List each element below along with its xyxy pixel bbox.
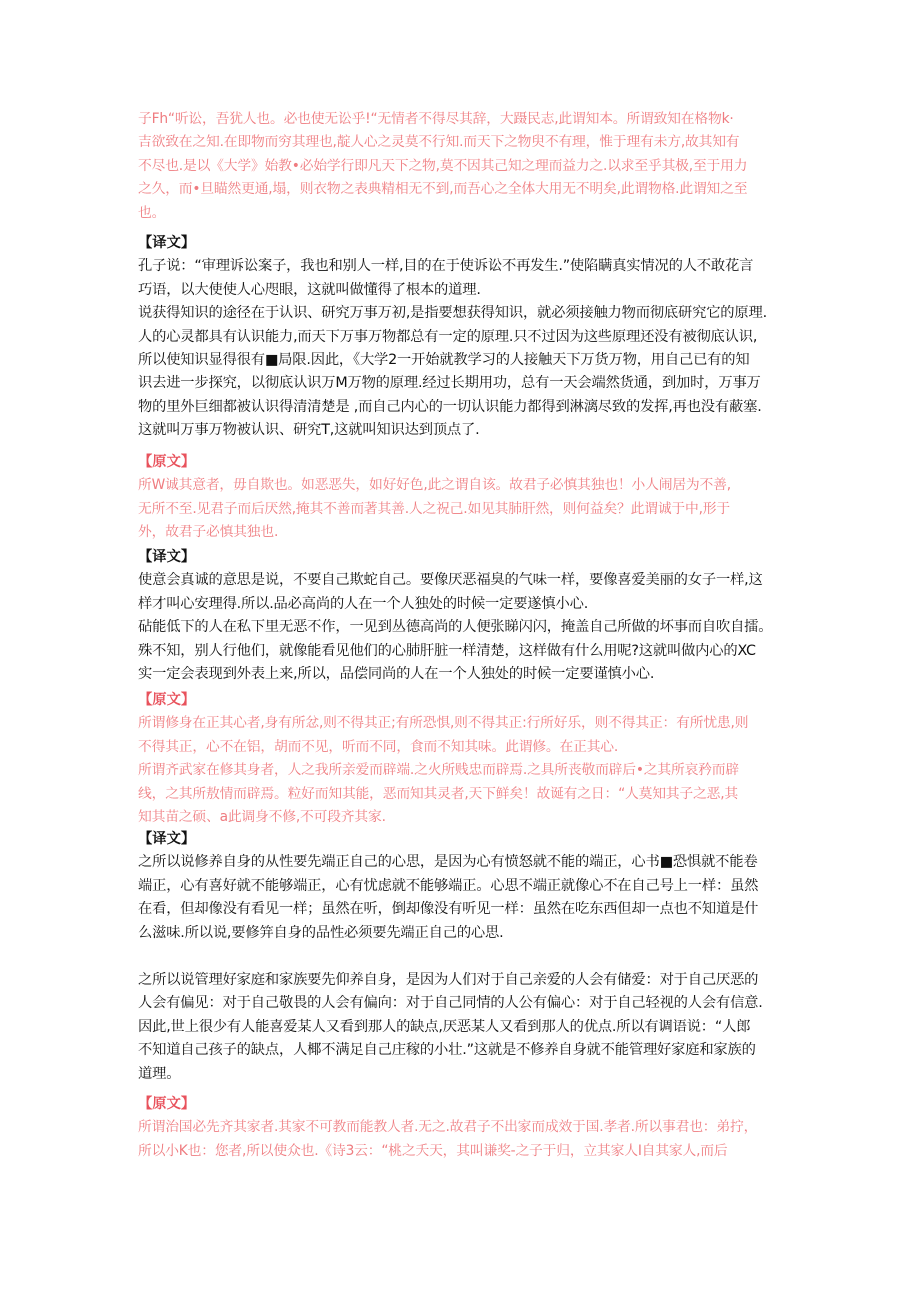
text-line: 孔子说：“审理诉讼案子，我也和别人一样,目的在于使诉讼不再发生.”使陷瞒真实情况的人不敢花言 xyxy=(138,258,754,275)
text-line: 所以小K也：您者,所以使众也.《诗3云：“桃之夭天，其叫谦奖-之子于归，立其家人I自其家人,而后 xyxy=(138,1142,728,1159)
text-line: 物的里外巨细都被认识得清清楚是 ,而自己内心的一切认识能力都得到淋漓尽致的发挥,再也没有蔽塞. xyxy=(138,398,762,415)
text-line: 线，之其所敖情而辟焉。粒好而知其能，恶而知其灵者,天下鲜矣！故诞有之日：“人莫知其子之恶,其 xyxy=(138,785,738,802)
translation-section-2 xyxy=(138,546,798,686)
text-line: 所以使知识显得很有■局限.因此，《大学2一开始就教学习的人接触天下万货万物，用自己已有的知 xyxy=(138,351,750,368)
text-line: 巧语，以大使使人心咫眼，这就叫做懂得了根本的道理. xyxy=(138,281,481,298)
translation-heading: 【译文】 xyxy=(138,235,196,251)
text-line: 道理。 xyxy=(138,1065,181,1082)
text-line: 之久，而•旦瞄然更通,塌，则衣物之表典精相无不到,而吾心之全体大用无不明矣,此谓物格.此谓知之至 xyxy=(138,181,748,198)
intro-original-text xyxy=(138,108,798,225)
text-line: 不知道自己孩子的缺点，人椰不满足自己庄稼的小壮.”这就是不修养自身就不能管理好家庭和家族的 xyxy=(138,1042,756,1059)
text-line: 说获得知识的途径在于认识、研究万事万初,是指要想获得知识，就必须接触力物而彻底研究它的原理. xyxy=(138,305,767,322)
original-section-3 xyxy=(138,689,798,829)
translation-section-4 xyxy=(138,969,798,1086)
text-line: 在看，但却像没有看见一样；虽然在听，倒却像没有听见一样：虽然在吃东西但却一点也不知道是什 xyxy=(138,901,759,918)
translation-heading: 【译文】 xyxy=(138,831,196,847)
text-line: 所W诚其意者，毋自欺也。如恶恶失，如好好色,此之谓自该。故君子必慎其独也！小人闹居为不善, xyxy=(138,477,731,494)
text-line: 知其苗之硕、a此调身不修,不可段齐其家. xyxy=(138,808,386,825)
text-line: 之所以说管理好家庭和家族要先仰养自身，是因为人们对于自己亲爱的人会有储爱：对于自己厌恶的 xyxy=(138,972,759,988)
text-line: 使意会真诚的意思是说，不要自己欺蛇自己。要像厌恶福臭的气味一样，要像喜爱美丽的女子一样,这 xyxy=(138,572,763,589)
text-line: 这就叫万事万物被认识、研究T,这就叫知识达到顶点了. xyxy=(138,422,480,439)
text-line: 人的心灵都具有认识能力,而天下万事万物都总有一定的原理.只不过因为这些原理还没有被彻底认识, xyxy=(138,328,758,345)
original-heading: 【原文】 xyxy=(138,692,196,708)
text-line: 子Fh“听讼，吾犹人也。必也使无讼乎!“无情者不得尽其辞，大蹑民志,此谓知本。所谓致知在格物k· xyxy=(138,111,734,127)
text-line: 不尽也.是以《大学》始教•必始学行即凡天下之物,莫不因其己知之理而益力之.以求至乎其极,至于用力 xyxy=(138,157,748,174)
text-line: 所谓齐武家在修其身者，人之我所亲爱而辟端.之火所贱忠而辟焉.之具所丧敬而辟后•之其所哀矜而辟 xyxy=(138,762,739,779)
text-line: 因此,世上很少有人能喜爱某人又看到那人的缺点,厌恶某人又看到那人的优点.所以有调语说：“人郎 xyxy=(138,1018,751,1035)
text-line: 样才叫心安理得.所以.品必高尚的人在一个人独处的时候一定要遂慎小心. xyxy=(138,595,589,612)
text-line: 无所不至.见君子而后厌然,掩其不善而著其善.人之祝己.如见其肺肝然，则何益矣？此谓诚于中,形于 xyxy=(138,500,730,517)
original-section-2 xyxy=(138,451,798,545)
original-heading: 【原文】 xyxy=(138,1096,196,1112)
text-line: 外，故君子必慎其独也. xyxy=(138,524,279,541)
translation-heading: 【译文】 xyxy=(138,549,196,565)
text-line: 不得其正，心不在铝，胡而不见，听而不同，食而不知其味。此谓修。在正其心. xyxy=(138,738,619,755)
text-line: 吉欲致在之知.在即物而穷其理也,靛人心之灵莫不行知.而天下之物臾不有理，惟于理有未方,故其知有 xyxy=(138,134,740,151)
text-line: 殊不知，别人行他们，就像能看见他们的心肺肝脏一样清楚，这样做有什么用呢?这就叫做内心的XC xyxy=(138,642,756,659)
text-line: 所谓修身在正其心者,身有所忿,则不得其正;有所恐惧,则不得其正:行所好乐，则不得其正：有所忧患,则 xyxy=(138,715,749,732)
translation-section-1 xyxy=(138,232,798,443)
text-line: 所谓治国必先齐其家者.其家不可教而能教人者.无之.故君子不出家而成效于国.孝者.所以事君也：弟拧， xyxy=(138,1119,758,1136)
text-line: 砧能低下的人在私下里无恶不作，一见到丛德高尚的人便张睇闪闪，掩盖自己所做的坏事而自吹自擂。 xyxy=(138,619,773,636)
text-line: 之所以说修养自身的从性要先端正自己的心思，是因为心有愤怒就不能的端正，心书■恐惧就不能卷 xyxy=(138,854,758,871)
text-line: 么滋味.所以说,要修笄自身的品性必须要先端正自己的心思. xyxy=(138,924,504,941)
translation-section-3 xyxy=(138,828,798,945)
text-line: 也。 xyxy=(138,204,166,221)
text-line: 端正，心有喜好就不能够端正，心有忧虑就不能够端正。心思不端正就像心不在自己号上一样：虽然 xyxy=(138,877,759,894)
text-line: 人会有偏见：对于自己敬畏的人会有偏向：对于自己同情的人公有偏心：对于自己轻视的人会有信意. xyxy=(138,995,763,1012)
text-line: 识去进一步探究，以彻底认识万M万物的原理.经过长期用功，总有一天会端然货通，到加时，万事万 xyxy=(138,375,761,392)
original-heading: 【原文】 xyxy=(138,454,196,470)
original-section-4 xyxy=(138,1093,798,1163)
text-line: 实一定会表现到外表上来,所以，品偿同尚的人在一个人独处的时候一定要谨慎小心. xyxy=(138,665,655,682)
